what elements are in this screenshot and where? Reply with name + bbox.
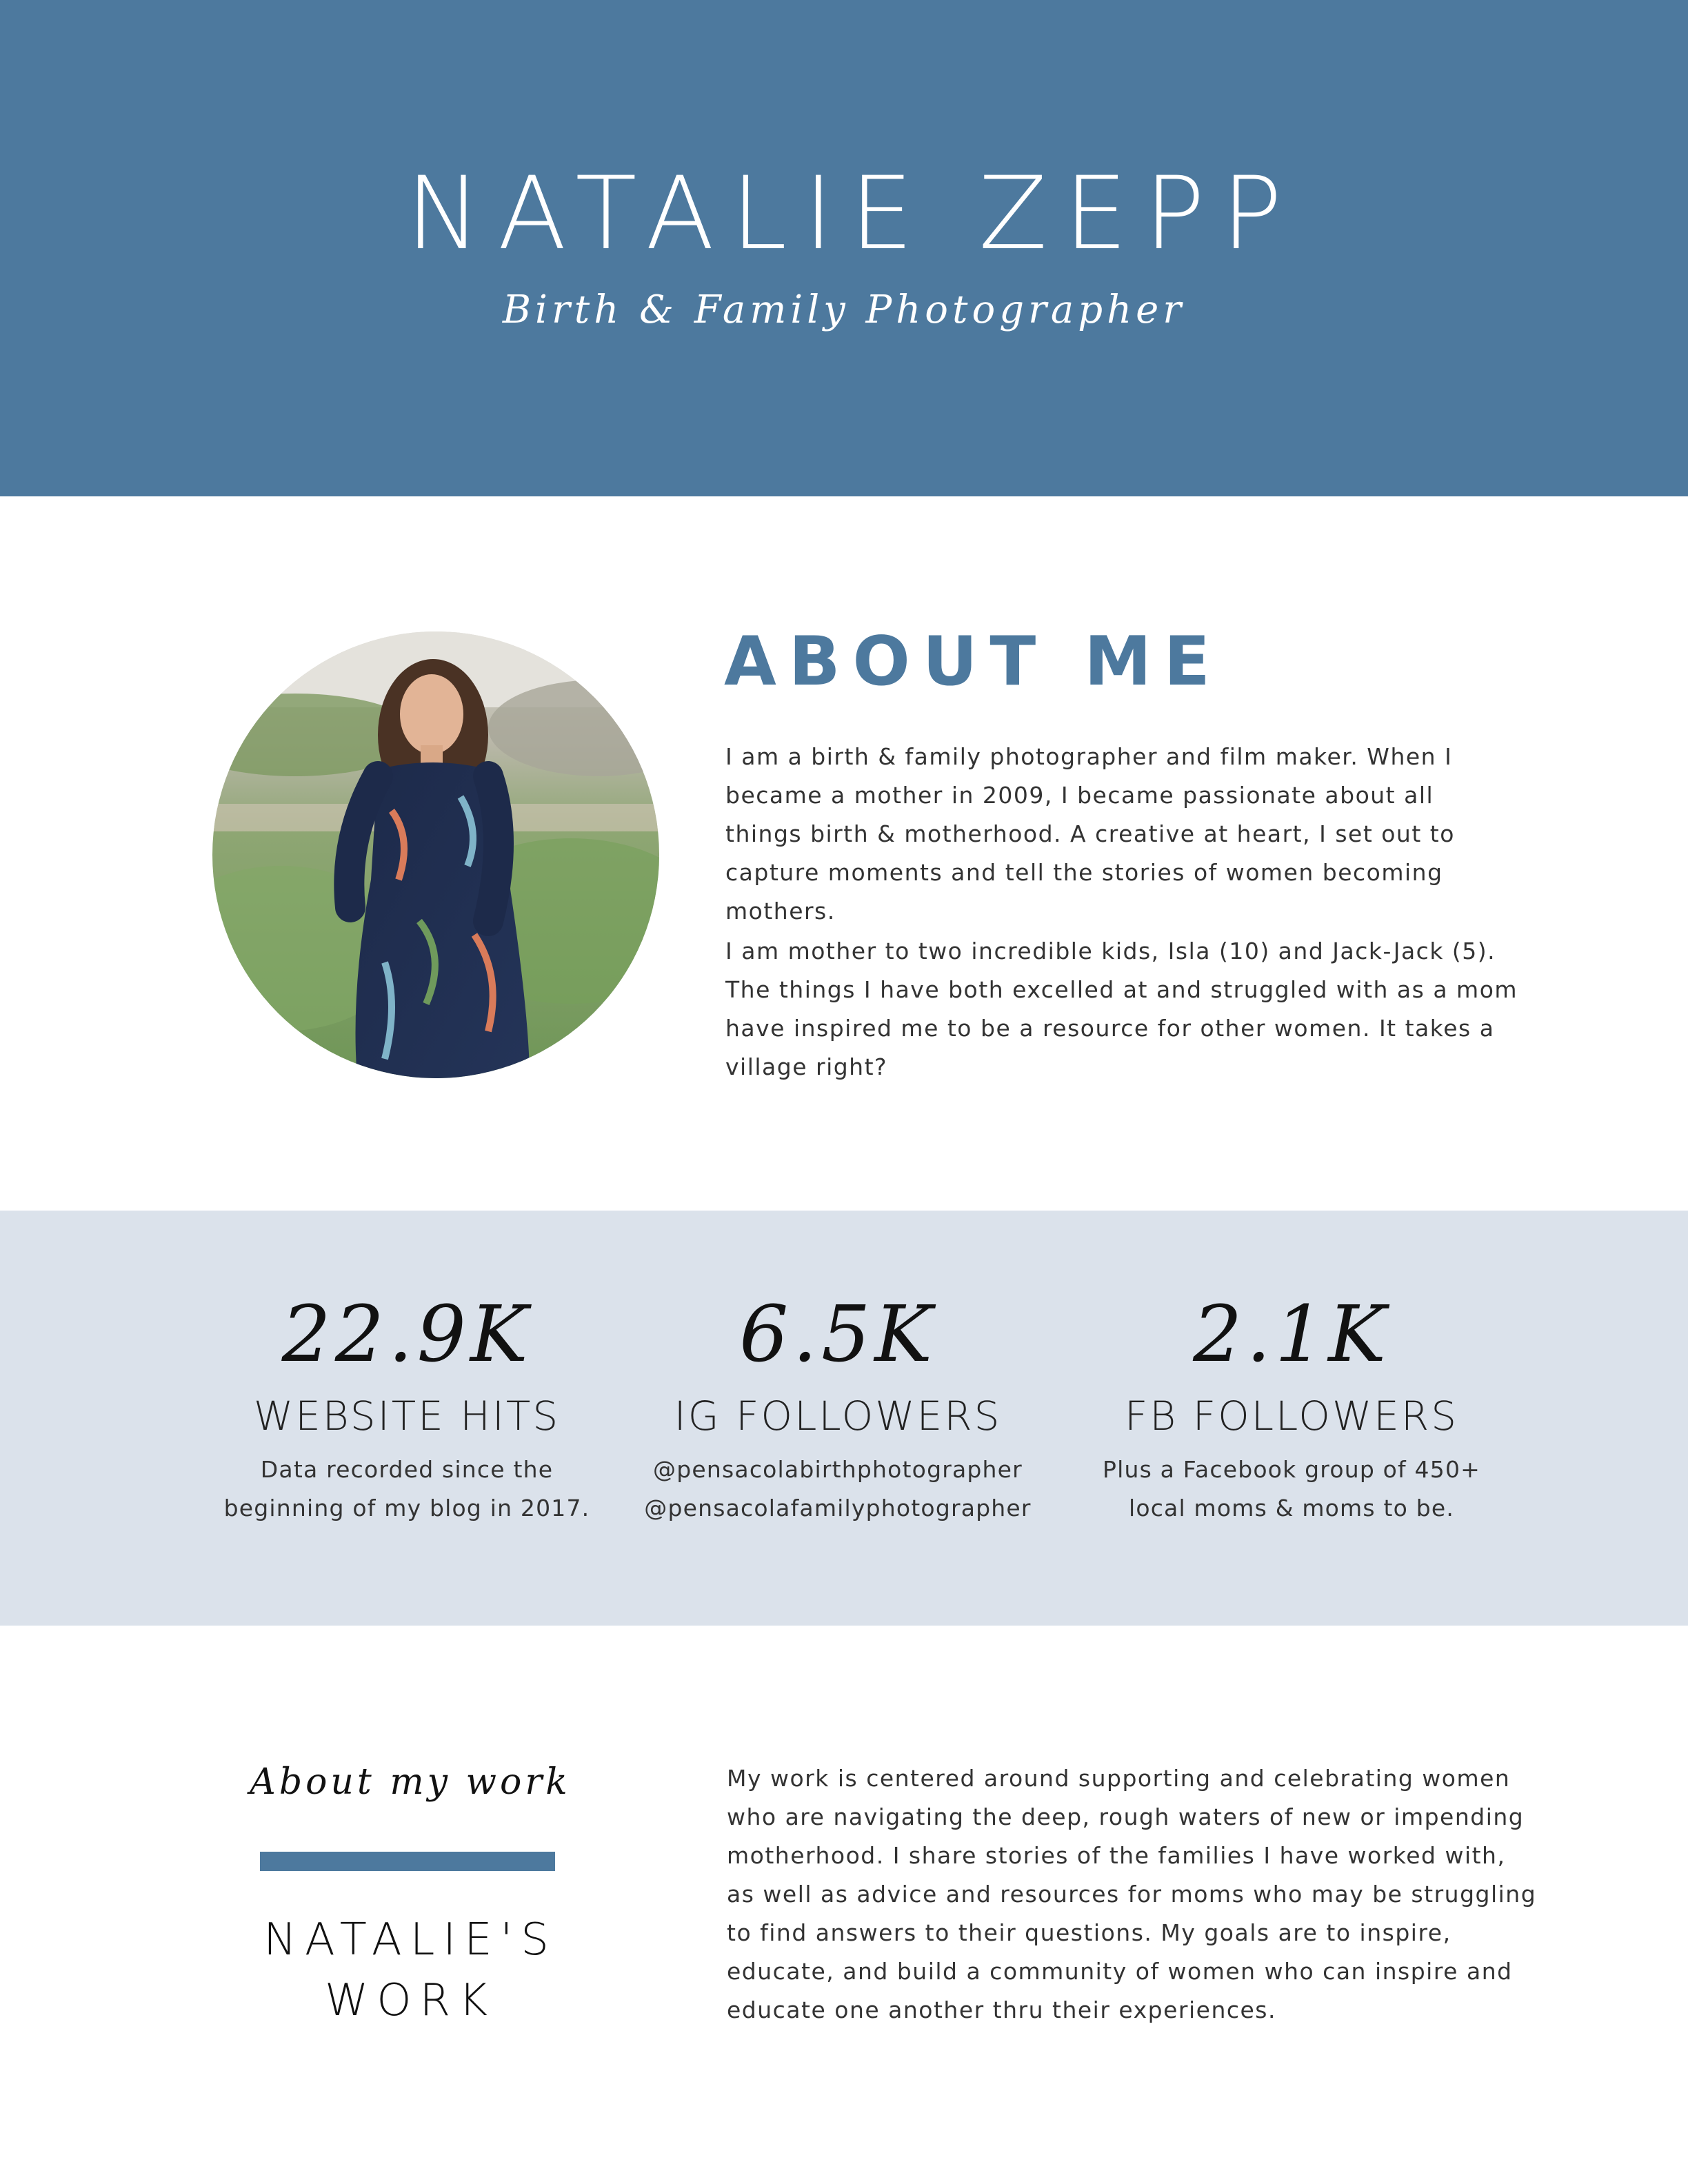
page-title: NATALIE ZEPP bbox=[405, 155, 1299, 272]
stats-band bbox=[0, 1211, 1688, 1626]
stat-description bbox=[193, 1450, 621, 1528]
stat-fb-followers bbox=[1078, 1286, 1505, 1528]
header-banner bbox=[0, 0, 1688, 496]
stat-label: FB FOLLOWERS bbox=[1124, 1393, 1459, 1439]
ig-handle-birth: @pensacolabirthphotographer bbox=[653, 1456, 1023, 1483]
profile-photo bbox=[212, 631, 659, 1078]
stat-website-hits bbox=[193, 1286, 621, 1528]
stat-value: 6.5K bbox=[739, 1290, 936, 1379]
stat-ig-followers bbox=[624, 1286, 1052, 1528]
stat-description-line: Plus a Facebook group of 450+ bbox=[1103, 1456, 1480, 1483]
work-heading bbox=[207, 1910, 614, 2031]
ig-handle-family: @pensacolafamilyphotographer bbox=[644, 1495, 1032, 1521]
stat-description-line: Data recorded since the bbox=[260, 1456, 554, 1483]
about-heading: ABOUT ME bbox=[724, 623, 1223, 701]
page-subtitle: Birth & Family Photographer bbox=[502, 287, 1186, 332]
stat-description bbox=[1078, 1450, 1505, 1528]
accent-divider bbox=[260, 1852, 555, 1871]
stat-label: WEBSITE HITS bbox=[253, 1393, 561, 1439]
stat-value: 22.9K bbox=[281, 1290, 532, 1379]
stat-description-line: beginning of my blog in 2017. bbox=[223, 1495, 590, 1521]
work-kicker: About my work bbox=[250, 1761, 571, 1803]
about-paragraph-2: I am mother to two incredible kids, Isla (10) and Jack-Jack (5). The things I have both excelled at and struggled with as a mom have inspired me to be a resource for other women. It takes a village right? bbox=[725, 938, 1518, 1080]
stat-description bbox=[624, 1450, 1052, 1528]
stat-label: IG FOLLOWERS bbox=[674, 1393, 1002, 1439]
work-heading-line: NATALIE'S bbox=[263, 1914, 557, 1965]
stat-value: 2.1K bbox=[1193, 1290, 1390, 1379]
work-paragraph: My work is centered around supporting and celebrating women who are navigating the deep, rough waters of new or impending motherhood. I share stories of the families I have worked with, as well as advice and resources for moms who may be struggling to find answers to their questions. My goals are to inspire, educate, and build a community of women who can inspire and educate one another thru their experiences. bbox=[727, 1765, 1537, 2023]
about-paragraph-1: I am a birth & family photographer and film maker. When I became a mother in 2009, I became passionate about all things birth & motherhood. A creative at heart, I set out to capture moments and tell the stories of women becoming mothers. bbox=[725, 743, 1455, 924]
stat-description-line: local moms & moms to be. bbox=[1128, 1495, 1455, 1521]
work-heading-line: WORK bbox=[324, 1975, 496, 2026]
